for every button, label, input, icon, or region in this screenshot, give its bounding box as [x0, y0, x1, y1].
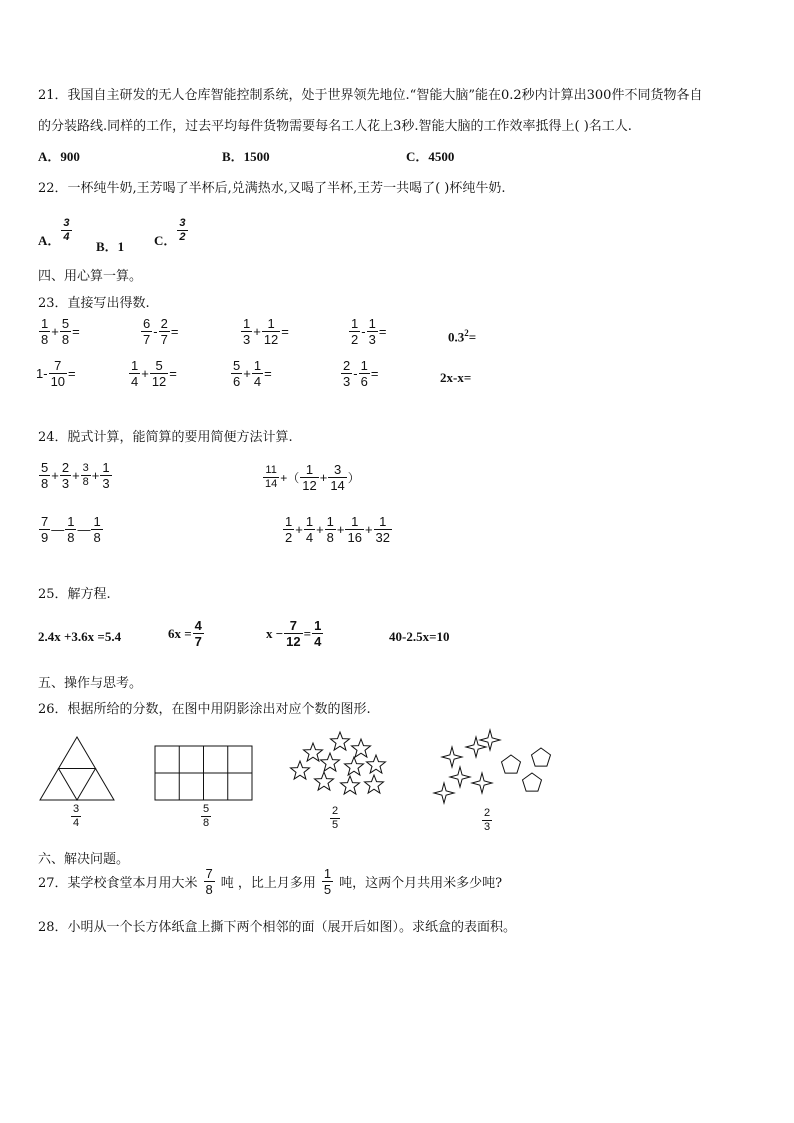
q23-r1-item-3: $\frac{1}{3}$ + $\frac{1}{12}$ = — [243, 316, 289, 347]
section-5-heading: 五、操作与思考。 — [38, 676, 143, 691]
sparkle-shape[interactable] — [472, 773, 492, 793]
star-shape[interactable] — [341, 776, 360, 794]
section-4-heading: 四、用心算一算。 — [38, 269, 143, 284]
q25-title: 25．解方程. — [38, 587, 111, 602]
q23-r2-item-5: 2x-x= — [440, 370, 472, 385]
q25-equation-4: 40-2.5x=10 — [389, 629, 450, 644]
q23-r2-item-1: 1- $\frac{7}{10}$ = — [36, 358, 76, 389]
sparkle-shape[interactable] — [466, 737, 486, 757]
rectangle-grid-figure[interactable] — [155, 746, 252, 800]
q23-r1-item-4: $\frac{1}{2}$ - $\frac{1}{3}$ = — [351, 316, 387, 347]
q26-fraction-4: $\frac{2}{3}$ — [484, 807, 491, 833]
q24-title: 24．脱式计算，能简算的要用简便方法计算. — [38, 430, 293, 445]
q21-line1: 21．我国自主研发的无人仓库智能控制系统，处于世界领先地位.“智能大脑”能在0.2秒内计算出300件不同货物各自 — [38, 88, 703, 103]
q21-option-c: C．4500 — [406, 149, 455, 164]
q23-r2-item-3: $\frac{5}{6}$ + $\frac{1}{4}$ = — [233, 358, 272, 389]
star-shape[interactable] — [304, 743, 323, 761]
q23-r1-item-2: $\frac{6}{7}$ - $\frac{2}{7}$ = — [143, 316, 179, 347]
pentagon-shape[interactable] — [502, 755, 521, 773]
sparkle-shape[interactable] — [434, 783, 454, 803]
q25-equation-3: x − $\frac{7}{12}$ = $\frac{1}{4}$ — [266, 618, 322, 649]
sparkle-shape[interactable] — [480, 730, 500, 750]
q22-option-b: B．1 — [96, 239, 125, 254]
star-shape[interactable] — [331, 732, 350, 750]
pentagon-shape[interactable] — [532, 748, 551, 766]
q28-text: 28．小明从一个长方体纸盒上撕下两个相邻的面（展开后如图）。求纸盒的表面积。 — [38, 920, 517, 935]
star-shape[interactable] — [367, 755, 386, 773]
q23-r2-item-4: $\frac{2}{3}$ - $\frac{1}{6}$ = — [343, 358, 379, 389]
q21-option-a: A．900 — [38, 149, 80, 164]
star-shape[interactable] — [291, 761, 310, 779]
q24-expr-2: $\frac{11}{14}$ +（ $\frac{1}{12}$ + $\frac{3}{14}$ ） — [265, 462, 360, 493]
star-shape[interactable] — [352, 739, 371, 757]
q27-text: 27．某学校食堂本月用大米 7 8 吨 ，比上月多用 1 5 吨，这两个月共用米多少吨? — [38, 866, 503, 897]
stars-figure[interactable] — [291, 732, 386, 794]
sparkle-shape[interactable] — [450, 767, 470, 787]
q23-r1-item-1: $\frac{1}{8}$ + $\frac{5}{8}$ = — [41, 316, 80, 347]
q24-expr-4: $\frac{1}{2}$ + $\frac{1}{4}$ + $\frac{1}{8}$ + $\frac{1}{16}$ + $\frac{1}{32}$ — [285, 514, 391, 545]
q22-text: 22．一杯纯牛奶,王芳喝了半杯后,兑满热水,又喝了半杯,王芳一共喝了( )杯纯牛奶. — [38, 181, 506, 196]
star-shape[interactable] — [345, 757, 364, 775]
q22-option-a-fraction: 3 4 — [63, 217, 70, 243]
q22-option-a: A． 3 4 — [38, 217, 70, 248]
q26-fraction-3: $\frac{2}{5}$ — [332, 805, 339, 831]
q24-expr-3: $\frac{7}{9}$ — $\frac{1}{8}$ — $\frac{1}{8}$ — [41, 514, 101, 545]
star-shape[interactable] — [365, 775, 384, 793]
pentagon-shape[interactable] — [523, 773, 542, 791]
q25-equation-2: 6x = $\frac{4}{7}$ — [168, 618, 202, 649]
q22-option-c-fraction: 3 2 — [179, 217, 186, 243]
q26-title: 26．根据所给的分数，在图中用阴影涂出对应个数的图形. — [38, 702, 371, 717]
star-shape[interactable] — [315, 772, 334, 790]
q26-fraction-2: $\frac{5}{8}$ — [203, 803, 210, 829]
q26-figures — [0, 725, 600, 815]
star-shape[interactable] — [321, 753, 340, 771]
q22-option-c: C． 3 2 — [154, 217, 186, 248]
q21-line2: 的分装路线.同样的工作，过去平均每件货物需要每名工人花上3秒.智能大脑的工作效率抵得上( )名工人. — [38, 119, 632, 134]
q25-equation-1: 2.4x +3.6x =5.4 — [38, 629, 122, 644]
q21-option-b: B．1500 — [222, 149, 270, 164]
q23-r2-item-2: $\frac{1}{4}$ + $\frac{5}{12}$ = — [131, 358, 177, 389]
sparkles-pentagons-figure[interactable] — [434, 730, 551, 803]
sparkle-shape[interactable] — [442, 747, 462, 767]
triangle-figure[interactable] — [40, 737, 114, 800]
q23-title: 23．直接写出得数. — [38, 296, 150, 311]
q23-r1-item-5: $0.3^2=$ — [448, 328, 477, 345]
q24-expr-1: $\frac{5}{8}$ + $\frac{2}{3}$ + $\frac{3}{8}$ + $\frac{1}{3}$ — [41, 460, 110, 491]
section-6-heading: 六、解决问题。 — [38, 852, 130, 867]
q26-fraction-1: $\frac{3}{4}$ — [73, 803, 80, 829]
